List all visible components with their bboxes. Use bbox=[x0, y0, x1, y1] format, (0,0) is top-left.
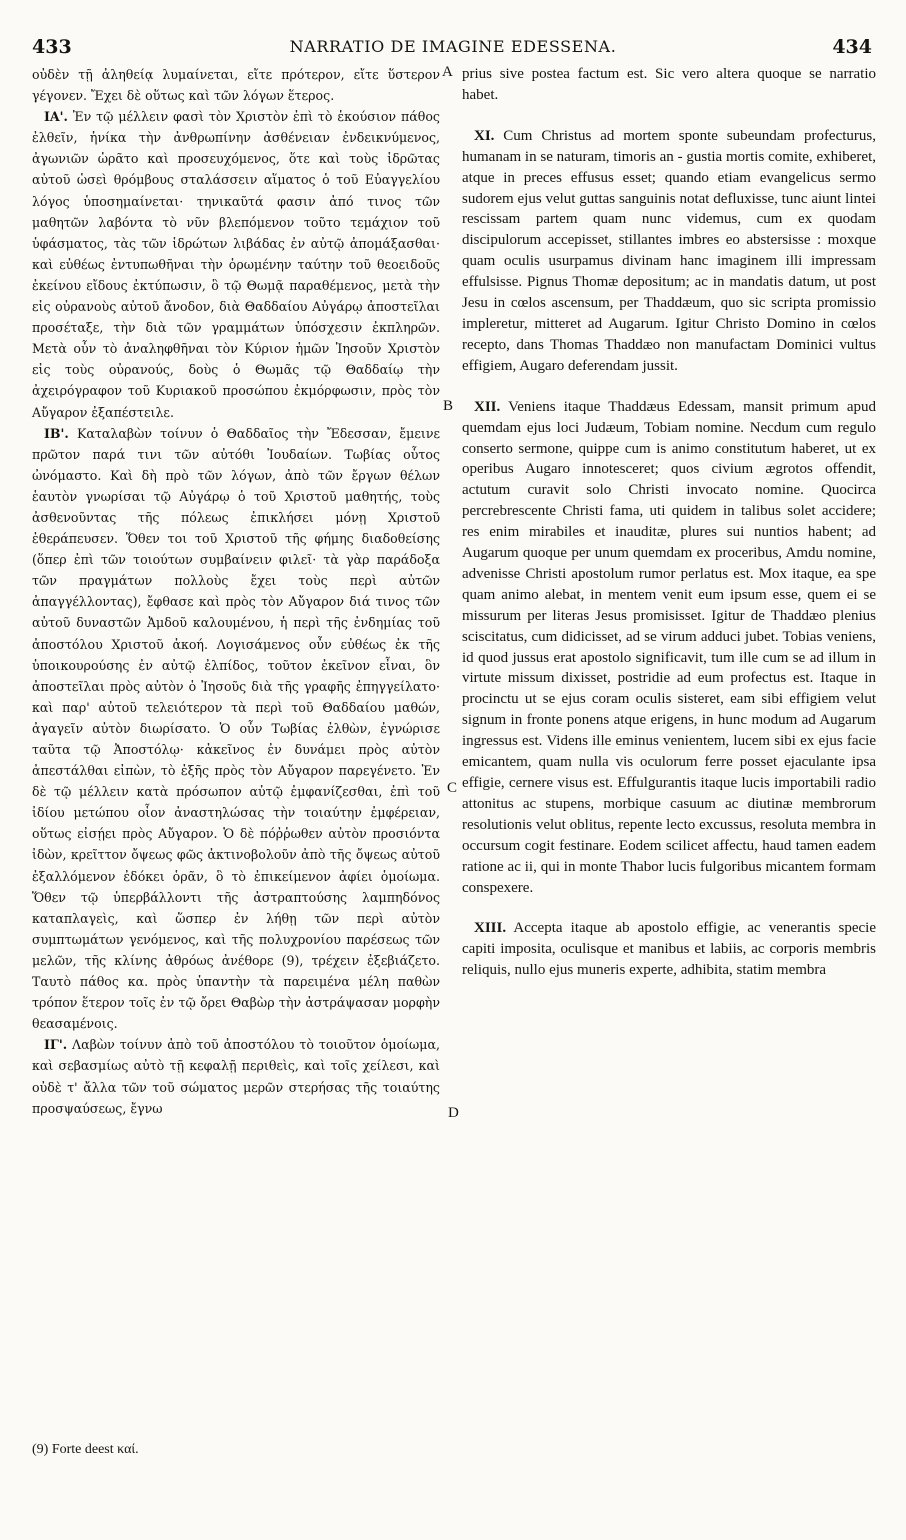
latin-section-13 bbox=[462, 918, 876, 981]
page-header bbox=[0, 34, 906, 64]
section-number: XI. bbox=[474, 127, 495, 144]
section-text: Καταλαβὼν τοίνυν ὁ Θαδδαῖος τὴν Ἔδεσσαν, ἔμεινε πρῶτον παρά τινι τῶν αὐτόθι Ἰουδαίων. Τωβίας οὗτος ὠνόμαστο. Καὶ δὴ πρὸ τῶν λόγων, ἀπὸ τῶν ἔργων θέλων ἑαυτὸν γνωρίσαι τῷ Αὐγάρῳ ὁ τοῦ Χριστοῦ μαθητής, τοὺς ἀσθενοῦντας τῆς πόλεως ἐπικλήσει μόνῃ Χριστοῦ ἐθεράπευσεν. Ὅθεν τοι τοῦ Χριστοῦ τῆς φήμης διαδοθείσης (ὅπερ ἐπὶ τῶν τοιούτων συμβαίνειν φιλεῖ· τὰ γὰρ παράδοξα τῶν πραγμάτων πολλοὺς ἔχει τοὺς περὶ αὐτῶν ἀπαγγέλλοντας), ἔφθασε καὶ πρὸς τὸν Αὔγαρον διά τινος τῶν αὐτοῦ δυναστῶν Ἀμδοῦ καλουμένου, ἡ περὶ τῆς ἐνδημίας τοῦ ἀποστόλου Χριστοῦ ἀκοή. Λογισάμενος οὖν εὐθέως ἐκ τῆς ὑποικουρούσης ἐν αὐτῷ ἐλπίδος, τοῦτον ἐκεῖνον εἶναι, ὃν ἀποστεῖλαι πρὸς αὐτὸν ὁ Ἰησοῦς διὰ τῆς γραφῆς ἐπηγγείλατο· καὶ παρ' αὐτοῦ τελειότερον τὰ περὶ τοῦ Θαδδαίου μαθών, ἀγαγεῖν αὐτὸν διωρίσατο. Ὁ οὖν Τωβίας ἐλθὼν, ἐγνώρισε ταῦτα τῷ Ἀποστόλῳ· κἀκεῖνος ἐν δυνάμει πρὸς αὐτὸν ἀπεστάλθαι εἰπὼν, τὸ ἐξῆς πρὸς τὸν Αὔγαρον παρεγένετο. Ἐν δὲ τῷ μέλλειν κατὰ πρόσωπον αὐτῷ ἐμφανίζεσθαι, ἐπὶ τοῦ ἰδίου μετώπου οἷον ἀναστηλώσας τὴν τοιαύτην ἐμφέρειαν, οὕτως εἰσῄει πρὸς Αὔγαρον. Ὁ δὲ πόῤῥωθεν αὐτὸν προσιόντα ἰδὼν, κρεῖττον ὄψεως φῶς ἀκτινοβολοῦν ἀπὸ τῆς ὄψεως αὐτοῦ ἐξαλλόμενον ἐδόκει ὁρᾶν, ὃ τὸ ἐπικείμενον ἀφίει ὁμοίωμα. Ὅθεν τῷ ὑπερβάλλοντι τῆς ἀστραπτούσης λαμπηδόνος καταπλαγεὶς, καὶ ὥσπερ ἐν λήθῃ τῶν περὶ αὐτὸν συμπτωμάτων γενόμενος, καὶ τῆς πολυχρονίου παρέσεως τῶν μελῶν, τῆς κλίνης ἀθρόως ἀνέθορε (9), τρέχειν ἐξεβιάζετο. Ταυτὸ πάθος κα. πρὸς ὑπαντὴν τὰ παρειμένα μέλη παθὼν τρόπον ἕτερον τοῖς ἐν τῷ ὄρει Θαβὼρ τὴν ἀστράψασαν μορφὴν θεασαμένοις. bbox=[32, 425, 440, 1032]
section-number: ΙΓ'. bbox=[44, 1037, 68, 1053]
page-number-right: 434 bbox=[832, 36, 872, 58]
paragraph-gap bbox=[462, 106, 876, 126]
section-text: Cum Christus ad mortem sponte subeundam profecturus, humanam in se naturam, timoris an - gustia mortis comite, exhiberet, atque in preces effusus esset; quando etiam evangelicus sermo sudorem ejus velut guttas sanguinis notat defluxisse, tunc aiunt lintei rescissam partem quam nunc videmus, cum ex quodam discipulorum accepisset, stillantes imbres eo abstersisse : moxque quam oculis usurpamus divinam hanc imaginem illi impressam effulsisse. Pignus Thomæ depositum; ac in mandatis datum, ut post Jesu in cœlos ascensum, per Thaddæum, quo sic scripta promissio impleretur, mitteret ad Augarum. Igitur Christo Domino in cœlos recepto, dans Thomas Thaddæo non manufactam Dominici vultus effigiem, Augaro deferendam jussit. bbox=[462, 127, 877, 374]
latin-intro: prius sive postea factum est. Sic vero altera quoque se narratio habet. bbox=[462, 66, 876, 103]
page-number-left: 433 bbox=[32, 36, 72, 58]
greek-section-13 bbox=[32, 1034, 440, 1118]
running-title: NARRATIO DE IMAGINE EDESSENA. bbox=[289, 37, 617, 56]
section-number: ΙΑ'. bbox=[44, 109, 68, 125]
section-text: Veniens itaque Thaddæus Edessam, mansit primum apud quemdam ejus loci Judæum, Tobiam nomine. Necdum cum regulo conserto sermone, quippe cum is animo constitutum haberet, ut ex operibus Augaro innotesceret; quos civium ægrotos offendit, actutum curavit solo Christi invocato nomine. Quocirca percrebrescente Christi fama, uti quidem in talibus solet accidere; res enim mirabiles et inauditæ, plures sui nuntios habent; ad Augarum quoque per unum quemdam ex proceribus, Amdu nomine, advenisse Christi apostolum rumor perlatus est. Mox itaque, ea spe quam animo alebat, in mentem venit eum ipsum esse, quem ei se missurum per literas Jesus promisisset. Igitur de Thaddæo plenius sciscitatus, cum didicisset, ad se virum adduci jubet. Tobias veniens, id quod jussus erat apostolo significavit, tum ille cum se ad illum in virtute missum dixisset, postridie ad eum profectus est. Itaque in procinctu ut se ejus coram oculis sisteret, eam sibi effigiem velut signum in fronte ponens atque erigens, in hunc modum ad Augarum ingressus est. Videns ille eminus venientem, lucem sibi ex ejus facie emicantem, quam nulla vis oculorum ferre posset ejaculante ipsa effigie, cernere visus est. Effulgurantis itaque lucis importabili radio attonitus ac stupens, morbique casuum ac diutinæ membrorum resolutionis velut oblitus, repente lecto excussus, resoluta membra in occursum cogit festinare. Eodem scilicet affectu, haud tamen eadem ratione ac ii, qui in monte Thabor lucis fulgoribus micantem formam conspexere. bbox=[462, 398, 876, 896]
margin-marker-a: A bbox=[442, 64, 453, 80]
paragraph-gap bbox=[462, 377, 876, 397]
section-text: Accepta itaque ab apostolo effigie, ac venerantis specie capiti imposita, oculisque et manibus et labiis, ac corporis membris reliquis, nullo ejus muneris experte, adhibita, statim membra bbox=[462, 920, 876, 979]
paragraph-gap bbox=[462, 898, 876, 918]
greek-intro: οὐδὲν τῇ ἀληθείᾳ λυμαίνεται, εἴτε πρότερον, εἴτε ὕστερον γέγονεν. Ἔχει δὲ οὕτως καὶ τῶν λόγων ἕτερος. bbox=[32, 67, 440, 104]
latin-section-11 bbox=[462, 126, 876, 377]
margin-marker-d: D bbox=[448, 1105, 459, 1121]
greek-section-12 bbox=[32, 423, 440, 1035]
footnote: (9) Forte deest καί. bbox=[32, 1442, 139, 1457]
section-text: Λαβὼν τοίνυν ἀπὸ τοῦ ἀποστόλου τὸ τοιοῦτον ὁμοίωμα, καὶ σεβασμίως αὐτὸ τῇ κεφαλῇ περιθεὶς, καὶ τοῖς χείλεσι, καὶ οὐδὲ τ' ἄλλα τῶν τοῦ σώματος μερῶν στερήσας τῆς τοιαύτης προσψαύσεως, ἔγνω bbox=[32, 1037, 440, 1116]
margin-marker-b: B bbox=[443, 398, 454, 414]
section-number: XIII. bbox=[474, 920, 507, 937]
greek-column bbox=[32, 64, 440, 1119]
latin-section-12 bbox=[462, 397, 876, 899]
greek-section-11 bbox=[32, 106, 440, 422]
section-number: XII. bbox=[474, 398, 501, 415]
latin-column bbox=[462, 64, 876, 981]
section-text: Ἐν τῷ μέλλειν φασὶ τὸν Χριστὸν ἐπὶ τὸ ἑκούσιον πάθος ἐλθεῖν, ἡνίκα τὴν ἀνθρωπίνην ἀσθένειαν ἐνδεικνύμενος, ἀγωνιῶν ὡρᾶτο καὶ προσευχόμενος, ὅτε καὶ τοὺς ἱδρῶτας αὐτοῦ ὡσεὶ θρόμβους σταλάσσειν αἵματος ὁ τοῦ Εὐαγγελίου λόγος ὑποσημαίνεται· τηνικαῦτά φασιν ἀπό τινος τῶν μαθητῶν λαβόντα τὸ νῦν βλεπόμενον τοῦτο τεμάχιον τοῦ ὑφάσματος, τὰς τῶν ἱδρώτων λιβάδας ἐν αὐτῷ ἀπομάξασθαι· καὶ εὐθέως ἐντυπωθῆναι τὴν ὁρωμένην ταύτην τοῦ θεοειδοῦς ἐκείνου εἴδους ἐκτύπωσιν, ὃ τῷ Θωμᾷ παραθέμενος, μετὰ τὴν εἰς οὐρανοὺς αὐτοῦ ἄνοδον, διὰ Θαδδαίου Αὐγάρῳ ἀποστεῖλαι προσέταξε, τὴν διὰ τῶν γραμμάτων ὑπόσχεσιν ἐκπληρῶν. Μετὰ οὖν τὸ ἀναληφθῆναι τὸν Κύριον ἡμῶν Ἰησοῦν Χριστὸν εἰς τοὺς οὐρανούς, δοὺς ὁ Θωμᾶς τῷ Θαδδαίῳ τὴν ἀχειρόγραφον τοῦ Κυριακοῦ προσώπου ἐκμόρφωσιν, πρὸς τὸν Αὔγαρον ἐξαπέστειλε. bbox=[32, 109, 440, 420]
section-number: ΙΒ'. bbox=[44, 425, 69, 441]
margin-marker-c: C bbox=[447, 780, 458, 796]
